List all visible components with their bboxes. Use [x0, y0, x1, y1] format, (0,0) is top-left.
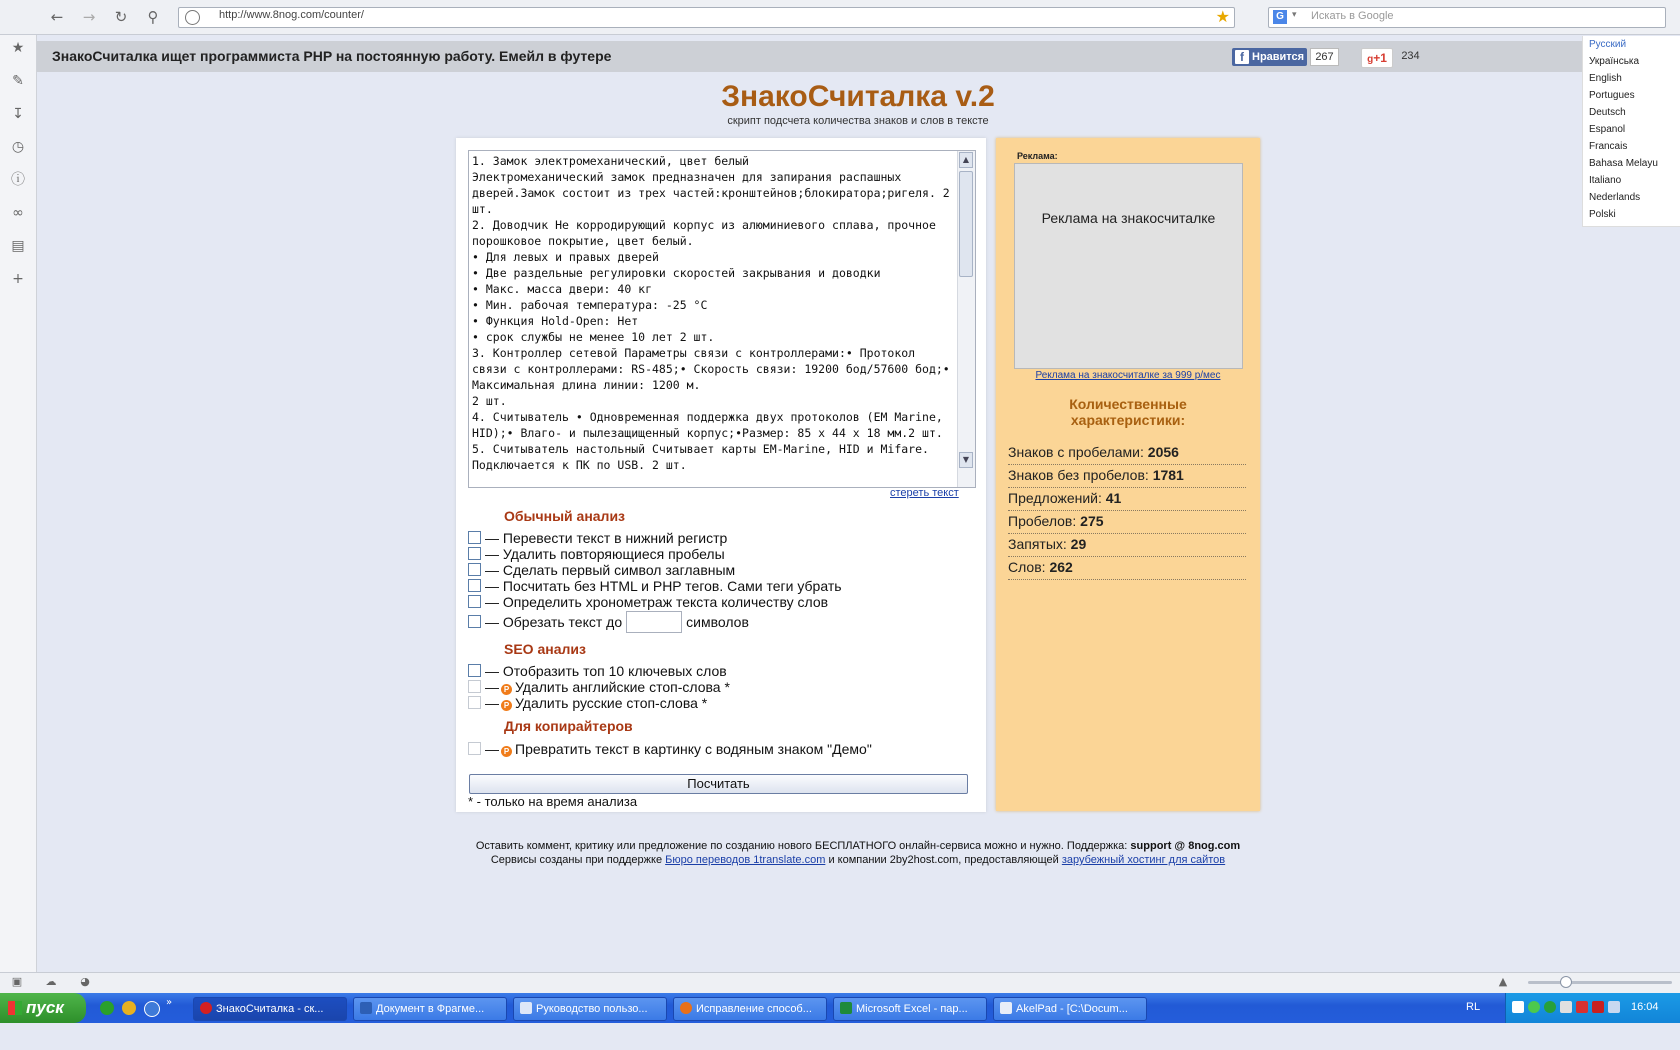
- scrollbar-thumb[interactable]: [959, 171, 973, 277]
- option-label: — Отобразить топ 10 ключевых слов: [485, 663, 727, 679]
- stat-label: Пробелов:: [1008, 513, 1077, 529]
- zoom-arrow-icon[interactable]: ▲: [1498, 975, 1508, 988]
- ie-icon[interactable]: [144, 1001, 160, 1017]
- language-item[interactable]: Русский: [1589, 39, 1627, 50]
- checkbox[interactable]: [468, 563, 481, 576]
- add-icon[interactable]: +: [12, 271, 24, 287]
- start-label: пуск: [26, 998, 64, 1017]
- language-item[interactable]: Deutsch: [1589, 107, 1626, 118]
- option-label: Превратить текст в картинку с водяным знаком "Демо": [515, 741, 872, 757]
- star-icon[interactable]: ★: [11, 40, 25, 56]
- option-label: символов: [686, 614, 749, 630]
- option-capitalize: [468, 562, 735, 578]
- facebook-icon: f: [1235, 50, 1249, 64]
- task-button[interactable]: [673, 997, 827, 1021]
- task-label: Исправление способ...: [696, 1003, 812, 1015]
- pro-badge-icon: P: [501, 684, 512, 695]
- stats-title-line: Количественные: [1069, 396, 1187, 412]
- stat-value: 1781: [1152, 467, 1184, 483]
- checkbox[interactable]: [468, 531, 481, 544]
- forward-icon[interactable]: →: [82, 8, 96, 26]
- option-strip-tags: [468, 578, 842, 594]
- stat-value: 41: [1105, 490, 1122, 506]
- history-icon[interactable]: ◷: [11, 139, 25, 155]
- akelpad-icon: [1000, 1002, 1012, 1014]
- option-dash: —: [485, 695, 499, 711]
- language-item[interactable]: English: [1589, 73, 1622, 84]
- clock: 16:04: [1631, 1001, 1659, 1013]
- key-icon[interactable]: ⚲: [147, 8, 159, 26]
- checkbox[interactable]: [468, 547, 481, 560]
- cloud-icon[interactable]: ☁: [45, 975, 57, 988]
- stat-value: 262: [1049, 559, 1073, 575]
- ad-text: Реклама на знакосчиталке: [1041, 210, 1216, 226]
- back-icon[interactable]: ←: [50, 8, 64, 26]
- language-item[interactable]: Polski: [1589, 209, 1616, 220]
- checkbox[interactable]: [468, 680, 481, 693]
- gplus-button[interactable]: g+1: [1361, 48, 1393, 68]
- footer-text: и компании 2by2host.com, предоставляющей: [828, 854, 1059, 866]
- trim-length-input[interactable]: [626, 611, 682, 633]
- globe-icon: [185, 10, 200, 25]
- task-label: ЗнакоСчиталка - ск...: [216, 1003, 324, 1015]
- page-subtitle: скрипт подсчета количества знаков и слов в тексте: [727, 115, 989, 127]
- task-label: Документ в Фрагме...: [376, 1003, 485, 1015]
- task-button[interactable]: [193, 997, 347, 1021]
- text-input-content: 1. Замок электромеханический, цвет белый Электромеханический замок предназначен для запирания распашных дверей.Замок состоит из трех частей:кронштейнов;блокиратора;ригеля. 2 шт. 2. Доводчик Не корродирующий корпус из алюминиевого сплава, прочное порошковое покрытие, цвет белый. • Для левых и правых дверей • Две раздельные регулировки скоростей закрывания и доводки • Макс. масса двери: 40 кг • Мин. рабочая температура: -25 °С • Функция Hold-Open: Нет • срок службы не менее 10 лет 2 шт. 3. Контроллер сетевой Параметры связи с контроллерами:• Протокол связи с контроллерами: RS-485;• Скорость связи: 19200 бод/57600 бод;• Максимальная длина линии: 1200 м. 2 шт. 4. Считыватель • Одновременная поддержка двух протоколов (EM Marine, HID);• Влаго- и пылезащищенный корпус;•Размер: 85 х 44 х 18 мм.2 шт. 5. Считыватель настольный Считывает карты EM-Marine, HID и Mifare. Подключается к ПК по USB. 2 шт.: [472, 154, 950, 472]
- ad-label: Реклама:: [1017, 151, 1058, 161]
- opera-icon: [200, 1002, 212, 1014]
- search-placeholder: Искать в Google: [1311, 10, 1394, 22]
- tray-display-icon[interactable]: [1608, 1001, 1620, 1013]
- panel-toggle-icon[interactable]: ▣: [11, 975, 23, 988]
- task-button[interactable]: [833, 997, 987, 1021]
- footer-line-2: [0, 854, 1680, 866]
- option-lowercase: [468, 530, 727, 546]
- icq-icon[interactable]: [100, 1001, 114, 1015]
- windows-logo-icon: [8, 1001, 22, 1015]
- download-icon[interactable]: ↧: [12, 106, 24, 122]
- tray-app-icon[interactable]: [1512, 1001, 1524, 1013]
- task-label: Microsoft Excel - пар...: [856, 1003, 968, 1015]
- stat-value: 29: [1070, 536, 1087, 552]
- task-button[interactable]: [993, 997, 1147, 1021]
- keyboard-language[interactable]: RL: [1466, 1001, 1481, 1013]
- stat-label: Знаков без пробелов:: [1008, 467, 1149, 483]
- pro-badge-icon: P: [501, 700, 512, 711]
- address-bar[interactable]: [178, 7, 1235, 28]
- option-label: — Сделать первый символ заглавным: [485, 562, 736, 578]
- option-top10: [468, 663, 727, 679]
- stat-row: [1008, 511, 1246, 534]
- facebook-like-count: 267: [1310, 48, 1339, 66]
- stat-row: [1008, 442, 1246, 465]
- stat-label: Слов:: [1008, 559, 1046, 575]
- tray-antivirus-icon[interactable]: [1576, 1001, 1588, 1013]
- option-dash: —: [485, 679, 499, 695]
- stat-label: Знаков с пробелами:: [1008, 444, 1144, 460]
- option-trim: [468, 611, 749, 630]
- word-icon: [360, 1002, 372, 1014]
- stat-row: [1008, 488, 1246, 511]
- reload-icon[interactable]: ↻: [114, 8, 128, 26]
- checkbox[interactable]: [468, 742, 481, 755]
- task-label: Руководство пользо...: [536, 1003, 648, 1015]
- checkbox[interactable]: [468, 664, 481, 677]
- speed-icon[interactable]: ◕: [80, 975, 90, 988]
- task-button[interactable]: [353, 997, 507, 1021]
- section-seo-title: SEO анализ: [504, 641, 586, 657]
- language-item[interactable]: Italiano: [1589, 175, 1622, 186]
- count-button[interactable]: Посчитать: [469, 774, 968, 794]
- stat-value: 2056: [1147, 444, 1179, 460]
- support-email: support @ 8nog.com: [1130, 840, 1241, 852]
- checkbox[interactable]: [468, 595, 481, 608]
- stat-label: Предложений:: [1008, 490, 1102, 506]
- excel-icon: [840, 1002, 852, 1014]
- text-input[interactable]: [468, 150, 976, 488]
- option-label: Удалить русские стоп-слова *: [515, 695, 708, 711]
- document-icon: [520, 1002, 532, 1014]
- tray-k-icon[interactable]: [1592, 1001, 1604, 1013]
- tray-network-icon[interactable]: [1544, 1001, 1556, 1013]
- browser-sidebar: [0, 35, 37, 975]
- option-label: — Обрезать текст до: [485, 614, 623, 630]
- option-label: — Посчитать без HTML и PHP тегов. Сами теги убрать: [485, 578, 842, 594]
- language-menu: [1582, 36, 1680, 227]
- checkbox[interactable]: [468, 615, 481, 628]
- info-icon[interactable]: ⓘ: [11, 172, 25, 188]
- facebook-like-button[interactable]: [1232, 48, 1307, 66]
- checkbox[interactable]: [468, 579, 481, 592]
- notes-icon[interactable]: ✎: [12, 73, 24, 89]
- scroll-up-icon[interactable]: ▲: [959, 152, 973, 168]
- option-timing: [468, 594, 828, 610]
- footnote: * - только на время анализа: [468, 794, 638, 809]
- stats-title-line: характеристики:: [1070, 412, 1186, 428]
- url-text: http://www.8nog.com/counter/: [219, 9, 364, 21]
- language-item[interactable]: Portugues: [1589, 90, 1635, 101]
- browser-status-bar: [0, 972, 1680, 993]
- option-ru-stopwords: [468, 695, 707, 711]
- page-title: ЗнакоСчиталка v.2: [721, 80, 995, 113]
- gplus-label: +1: [1373, 51, 1387, 65]
- language-item[interactable]: Українська: [1589, 56, 1640, 67]
- translate-bureau-link[interactable]: Бюро переводов 1translate.com: [665, 854, 826, 866]
- scrollbar[interactable]: [957, 151, 975, 487]
- tray-icq-icon[interactable]: [1528, 1001, 1540, 1013]
- footer-text: Оставить коммент, критику или предложение по созданию нового БЕСПЛАТНОГО онлайн-сервиса можно и нужно. Поддержка:: [475, 840, 1128, 852]
- option-watermark: [468, 741, 872, 757]
- option-label: — Определить хронометраж текста количеству слов: [485, 594, 829, 610]
- zoom-slider-handle[interactable]: [1560, 976, 1572, 988]
- language-item[interactable]: Espanol: [1589, 124, 1626, 135]
- clear-text-link[interactable]: стереть текст: [890, 487, 959, 499]
- stat-label: Запятых:: [1008, 536, 1067, 552]
- section-basic-title: Обычный анализ: [504, 508, 626, 524]
- stat-value: 275: [1080, 513, 1104, 529]
- bookmark-star-icon[interactable]: ★: [1215, 7, 1230, 26]
- link-icon[interactable]: ∞: [12, 205, 24, 221]
- stat-row: [1008, 465, 1246, 488]
- window-icon[interactable]: ▤: [11, 238, 25, 254]
- firefox-icon: [680, 1002, 692, 1014]
- search-bar[interactable]: [1268, 7, 1666, 28]
- ad-box[interactable]: [1014, 163, 1243, 369]
- zoom-slider[interactable]: [1528, 981, 1672, 984]
- option-label: — Перевести текст в нижний регистр: [485, 530, 728, 546]
- checkbox[interactable]: [468, 696, 481, 709]
- google-icon[interactable]: G: [1273, 10, 1287, 24]
- task-button[interactable]: [513, 997, 667, 1021]
- quicklaunch-more-icon[interactable]: »: [166, 997, 173, 1008]
- ad-link[interactable]: Реклама на знакосчиталке за 999 р/мес: [1035, 370, 1221, 381]
- language-item[interactable]: Bahasa Melayu: [1589, 158, 1658, 169]
- job-banner-text: ЗнакоСчиталка ищет программиста PHP на постоянную работу. Емейл в футере: [52, 48, 612, 64]
- language-item[interactable]: Francais: [1589, 141, 1628, 152]
- footer-text: Сервисы созданы при поддержке: [490, 854, 663, 866]
- pro-badge-icon: P: [501, 746, 512, 757]
- option-dash: —: [485, 741, 499, 757]
- stat-row: [1008, 534, 1246, 557]
- section-copywriters-title: Для копирайтеров: [504, 718, 633, 734]
- hosting-link[interactable]: зарубежный хостинг для сайтов: [1061, 854, 1226, 866]
- footer-line-1: [0, 840, 1680, 852]
- task-label: AkelPad - [C:\Docum...: [1016, 1003, 1128, 1015]
- option-remove-spaces: [468, 546, 725, 562]
- tray-volume-icon[interactable]: [1560, 1001, 1572, 1013]
- start-button[interactable]: [0, 993, 86, 1023]
- chevron-down-icon[interactable]: ▾: [1292, 10, 1297, 20]
- option-en-stopwords: [468, 679, 730, 695]
- language-item[interactable]: Nederlands: [1589, 192, 1641, 203]
- stats-title: [1000, 396, 1256, 428]
- gplus-count: 234: [1401, 50, 1420, 62]
- scroll-down-icon[interactable]: ▼: [959, 452, 973, 468]
- option-label: Удалить английские стоп-слова *: [515, 679, 730, 695]
- option-label: — Удалить повторяющиеся пробелы: [485, 546, 725, 562]
- chrome-icon[interactable]: [122, 1001, 136, 1015]
- facebook-like-label: Нравится: [1252, 51, 1305, 63]
- stat-row: [1008, 557, 1246, 580]
